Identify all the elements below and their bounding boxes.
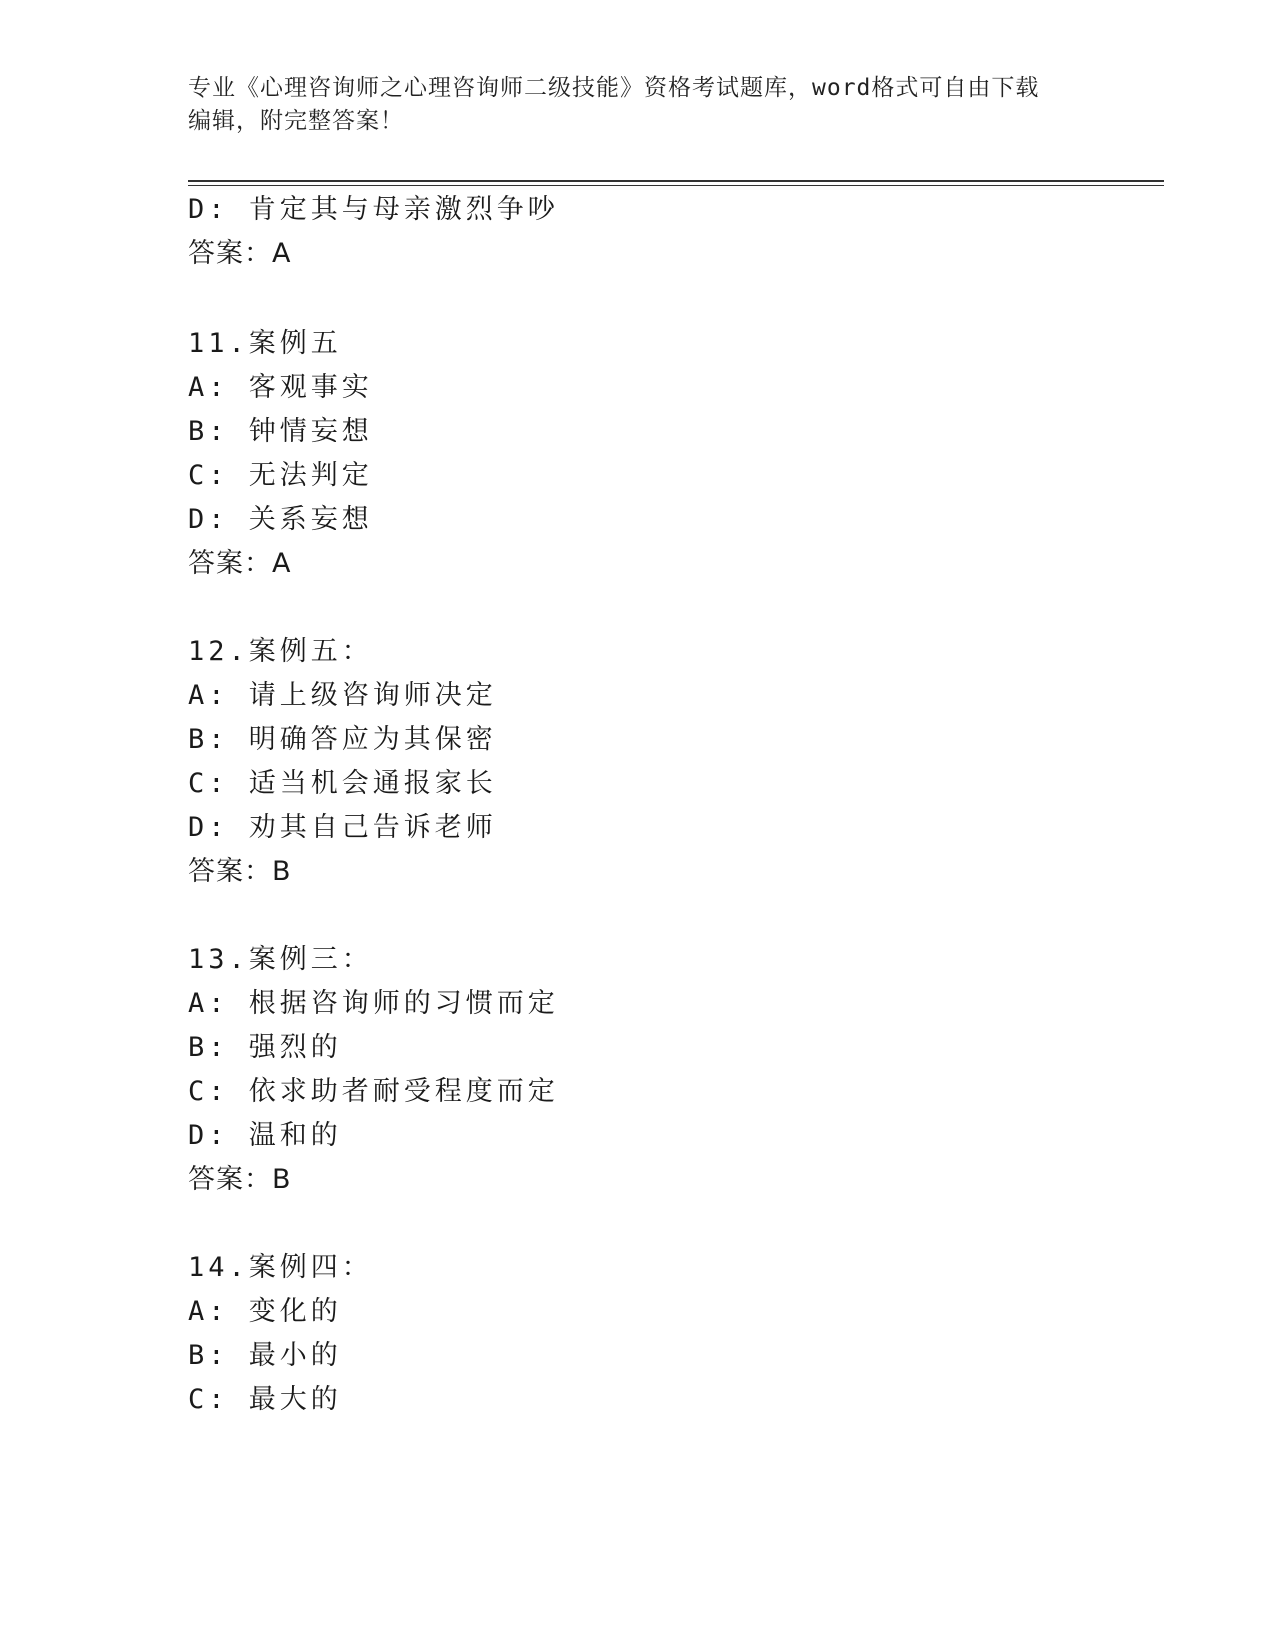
question-13-answer: 答案：B	[188, 1164, 292, 1195]
question-14-title: 14.案例四：	[188, 1252, 373, 1283]
question-13-option-c: C: 依求助者耐受程度而定	[188, 1076, 559, 1107]
question-14-option-b: B: 最小的	[188, 1340, 342, 1371]
question-11-answer: 答案：A	[188, 548, 292, 579]
question-12-option-b: B: 明确答应为其保密	[188, 724, 497, 755]
question-11-option-a: A: 客观事实	[188, 372, 373, 403]
question-11-title: 11.案例五	[188, 328, 342, 359]
question-14-option-c: C: 最大的	[188, 1384, 342, 1415]
header-rule-thin	[188, 185, 1164, 186]
header-line-1: 专业《心理咨询师之心理咨询师二级技能》资格考试题库，word格式可自由下载	[188, 75, 1040, 101]
header-line-2: 编辑，附完整答案！	[188, 108, 404, 134]
question-12-option-c: C: 适当机会通报家长	[188, 768, 497, 799]
question-13-option-d: D: 温和的	[188, 1120, 342, 1151]
question-13-option-b: B: 强烈的	[188, 1032, 342, 1063]
question-13-option-a: A: 根据咨询师的习惯而定	[188, 988, 559, 1019]
question-12-answer: 答案：B	[188, 856, 292, 887]
question-12-option-d: D: 劝其自己告诉老师	[188, 812, 497, 843]
question-14-option-a: A: 变化的	[188, 1296, 342, 1327]
question-11-option-b: B: 钟情妄想	[188, 416, 373, 447]
document-header	[188, 72, 1088, 138]
question-12-option-a: A: 请上级咨询师决定	[188, 680, 497, 711]
question-11-option-c: C: 无法判定	[188, 460, 373, 491]
question-11-option-d: D: 关系妄想	[188, 504, 373, 535]
prev-answer: 答案：A	[188, 238, 292, 269]
header-rule-thick	[188, 180, 1164, 182]
question-13-title: 13.案例三：	[188, 944, 373, 975]
prev-option-d: D: 肯定其与母亲激烈争吵	[188, 194, 559, 225]
question-12-title: 12.案例五：	[188, 636, 373, 667]
